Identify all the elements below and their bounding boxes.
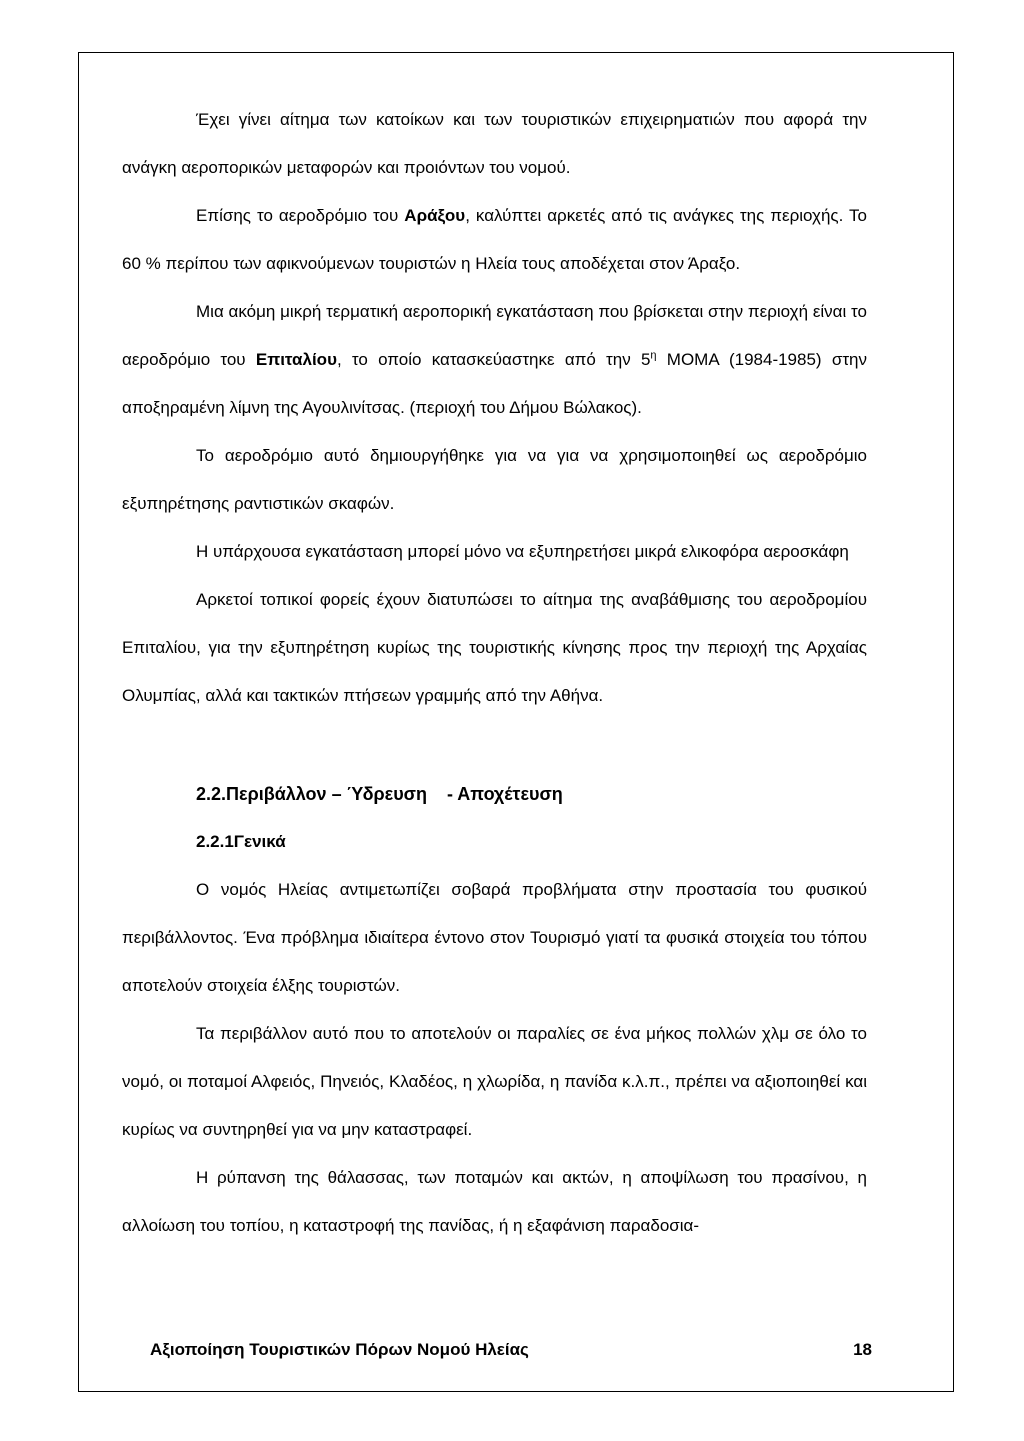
page-footer bbox=[150, 1340, 872, 1360]
paragraph-natural-resources: Τα περιβάλλον αυτό που το αποτελούν οι παραλίες σε ένα μήκος πολλών χλμ σε όλο το νομό, οι ποταμοί Αλφειός, Πηνειός, Κλαδέος, η χλωρίδα, η πανίδα κ.λ.π., πρέπει να αξιοποιηθεί και κυρίως να συντηρηθεί για να μην καταστραφεί. bbox=[122, 1024, 867, 1139]
section-heading: 2.2.Περιβάλλον – Ύδρευση - Αποχέτευση bbox=[196, 784, 563, 804]
page-body bbox=[122, 96, 867, 1250]
spacer bbox=[122, 720, 867, 762]
page-number: 18 bbox=[853, 1340, 872, 1359]
paragraph-pollution: Η ρύπανση της θάλασσας, των ποταμών και ακτών, η αποψίλωση του πρασίνου, η αλλοίωση του τοπίου, η καταστροφή της πανίδας, ή η εξαφάνιση παραδοσια- bbox=[122, 1168, 867, 1235]
paragraph-araxos-airport: Επίσης το αεροδρόμιο του Αράξου, καλύπτει αρκετές από τις ανάγκες της περιοχής. Το 60 % περίπου των αφικνούμενων τουριστών η Ηλεία τους αποδέχεται στον Άραξο. bbox=[122, 206, 867, 273]
paragraph-upgrade-request: Αρκετοί τοπικοί φορείς έχουν διατυπώσει το αίτημα της αναβάθμισης του αεροδρομίου Επιταλίου, για την εξυπηρέτηση κυρίως της τουριστικής κίνησης προς την περιοχή της Αρχαίας Ολυμπίας, αλλά και τακτικών πτήσεων γραμμής από την Αθήνα. bbox=[122, 590, 867, 705]
footer-title: Αξιοποίηση Τουριστικών Πόρων Νομού Ηλείας bbox=[150, 1340, 529, 1359]
paragraph-airport-demand: Έχει γίνει αίτημα των κατοίκων και των τουριστικών επιχειρηματιών που αφορά την ανάγκη αεροπορικών μεταφορών και προιόντων του νομού. bbox=[122, 110, 867, 177]
paragraph-epitalio-airport: Μια ακόμη μικρή τερματική αεροπορική εγκατάσταση που βρίσκεται στην περιοχή είναι το αεροδρόμιο του Επιταλίου, το οποίο κατασκεύαστηκε από την $5^\eta$ ΜΟΜΑ (1984-1985) στην αποξηραμένη λίμνη της Αγουλινίτσας. (περιοχή του Δήμου Βώλακος). bbox=[122, 302, 867, 417]
subsection-heading: 2.2.1Γενικά bbox=[196, 832, 286, 851]
paragraph-environment-problems: Ο νομός Ηλείας αντιμετωπίζει σοβαρά προβλήματα στην προστασία του φυσικού περιβάλλοντος. Ένα πρόβλημα ιδιαίτερα έντονο στον Τουρισμό γιατί τα φυσικά στοιχεία του τόπου αποτελούν στοιχεία έλξης τουριστών. bbox=[122, 880, 867, 995]
paragraph-helicopters: Η υπάρχουσα εγκατάσταση μπορεί μόνο να εξυπηρετήσει μικρά ελικοφόρα αεροσκάφη bbox=[196, 542, 849, 561]
paragraph-crop-dusting: Το αεροδρόμιο αυτό δημιουργήθηκε για να για να χρησιμοποιηθεί ως αεροδρόμιο εξυπηρέτησης ραντιστικών σκαφών. bbox=[122, 446, 867, 513]
